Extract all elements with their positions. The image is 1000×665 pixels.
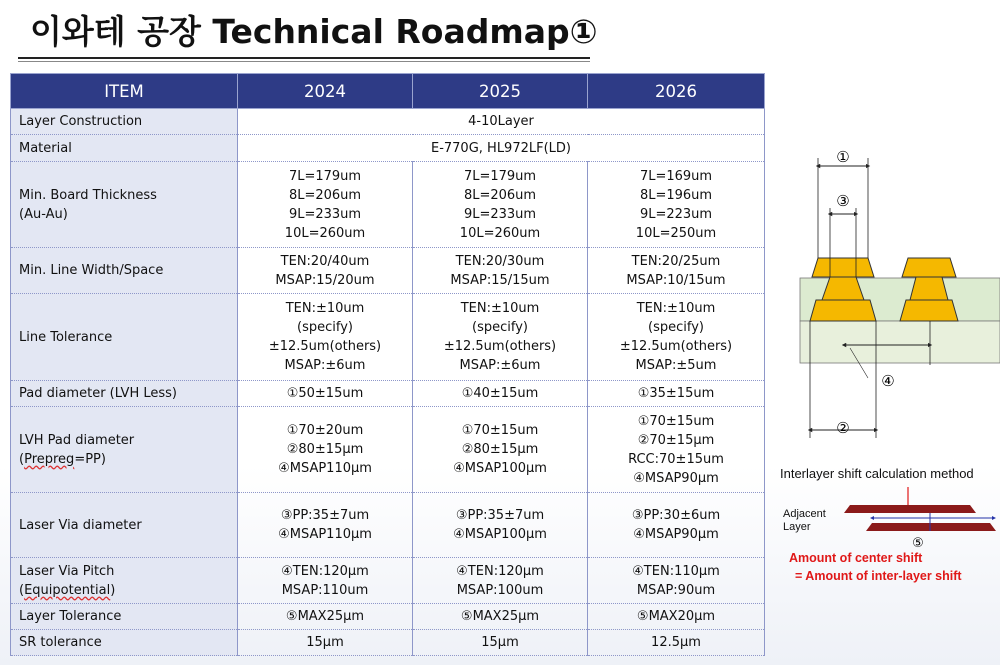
cell-2025: ⑤MAX25μm — [413, 604, 588, 630]
cell-2026: ①70±15um ②70±15μm RCC:70±15um ④MSAP90μm — [588, 407, 765, 493]
mid-pad-left — [810, 300, 876, 321]
lower-layer-bar — [866, 523, 996, 531]
mid-pad-right — [900, 300, 958, 321]
cell-2025: TEN:20/30um MSAP:15/15um — [413, 248, 588, 294]
cell-2026: TEN:20/25um MSAP:10/15um — [588, 248, 765, 294]
header-2025: 2025 — [413, 74, 588, 109]
cell-2024: ④TEN:120μm MSAP:110um — [238, 558, 413, 604]
cell-2024: ③PP:35±7um ④MSAP110μm — [238, 493, 413, 558]
header-2024: 2024 — [238, 74, 413, 109]
table-row — [11, 109, 765, 135]
spellcheck-word: Equipotential — [24, 582, 111, 598]
row-label-line1: Laser Via Pitch — [19, 563, 115, 579]
page-title: 이와테 공장 Technical Roadmap① — [30, 12, 598, 51]
cell-2024: TEN:20/40um MSAP:15/20um — [238, 248, 413, 294]
cell-2024: TEN:±10um (specify) ±12.5um(others) MSAP:±6um — [238, 294, 413, 381]
via-left — [822, 277, 864, 300]
adjacent-line2: Layer — [783, 521, 811, 533]
cell-2025: 7L=179um 8L=206um 9L=233um 10L=260um — [413, 162, 588, 248]
material-value: E-770G, HL972LF(LD) — [238, 135, 765, 162]
via-right — [910, 277, 948, 300]
cell-2026: 7L=169um 8L=196um 9L=223um 10L=250um — [588, 162, 765, 248]
row-label: Min. Line Width/Space — [11, 248, 238, 294]
table-header-row — [11, 74, 765, 109]
dim-label-1: ① — [836, 148, 850, 166]
row-label-line1: LVH Pad diameter — [19, 432, 135, 448]
top-pad-left — [812, 258, 874, 277]
row-label: Min. Board Thickness (Au-Au) — [11, 162, 238, 248]
via-cross-section-diagram — [772, 140, 1000, 460]
center-shift-text: Amount of center shift — [789, 551, 923, 565]
cell-2026: ⑤MAX20μm — [588, 604, 765, 630]
row-label: Material — [11, 135, 238, 162]
cell-2025: 15μm — [413, 630, 588, 656]
cell-2025: TEN:±10um (specify) ±12.5um(others) MSAP:±6um — [413, 294, 588, 381]
roadmap-table — [10, 73, 765, 656]
cell-2024: 15μm — [238, 630, 413, 656]
cell-2026: ③PP:30±6um ④MSAP90μm — [588, 493, 765, 558]
table-row — [11, 294, 765, 381]
table-row — [11, 162, 765, 248]
header-2026: 2026 — [588, 74, 765, 109]
row-label-line2-suffix: =PP) — [74, 451, 106, 467]
cell-2026: ④TEN:110μm MSAP:90um — [588, 558, 765, 604]
table-row — [11, 630, 765, 656]
cell-2026: TEN:±10um (specify) ±12.5um(others) MSAP:±5um — [588, 294, 765, 381]
header-item: ITEM — [11, 74, 238, 109]
row-label-line2-prefix: ( — [19, 582, 25, 598]
cell-2024: ①70±20um ②80±15μm ④MSAP110μm — [238, 407, 413, 493]
top-pad-right — [902, 258, 956, 277]
table-row — [11, 248, 765, 294]
adjacent-line1: Adjacent — [783, 508, 826, 520]
cell-2025: ①40±15um — [413, 381, 588, 407]
lower-dielectric-layer — [800, 321, 1000, 363]
cell-2025: ①70±15um ②80±15μm ④MSAP100μm — [413, 407, 588, 493]
cell-2024: ①50±15um — [238, 381, 413, 407]
table-row — [11, 604, 765, 630]
table-row — [11, 493, 765, 558]
table-row — [11, 381, 765, 407]
row-label — [11, 558, 238, 604]
title-underline-thin — [18, 61, 590, 62]
table-row — [11, 407, 765, 493]
row-label — [11, 407, 238, 493]
cell-2024: 7L=179um 8L=206um 9L=233um 10L=260um — [238, 162, 413, 248]
cell-2026: ①35±15um — [588, 381, 765, 407]
row-label: Layer Construction — [11, 109, 238, 135]
cell-2024: ⑤MAX25μm — [238, 604, 413, 630]
shift-method-heading: Interlayer shift calculation method — [780, 466, 974, 481]
row-label: Pad diameter (LVH Less) — [11, 381, 238, 407]
cell-2026: 12.5μm — [588, 630, 765, 656]
table-row — [11, 558, 765, 604]
layer-construction-value: 4-10Layer — [238, 109, 765, 135]
row-label: Laser Via diameter — [11, 493, 238, 558]
table-row — [11, 135, 765, 162]
row-label-line2-suffix: ) — [110, 582, 116, 598]
upper-layer-bar — [844, 505, 976, 513]
cell-2025: ③PP:35±7um ④MSAP100μm — [413, 493, 588, 558]
cell-2025: ④TEN:120μm MSAP:100um — [413, 558, 588, 604]
row-label: Layer Tolerance — [11, 604, 238, 630]
interlayer-shift-text: = Amount of inter-layer shift — [795, 569, 962, 583]
adjacent-layer-label — [783, 508, 826, 534]
title-underline — [18, 57, 590, 59]
shift-marker-5: ⑤ — [912, 536, 924, 551]
row-label: Line Tolerance — [11, 294, 238, 381]
dim-label-2: ② — [836, 419, 850, 437]
dim-label-4: ④ — [881, 372, 895, 390]
row-label: SR tolerance — [11, 630, 238, 656]
row-label-line2-prefix: ( — [19, 451, 25, 467]
spellcheck-word: Prepreg — [24, 451, 75, 467]
dim-label-3: ③ — [836, 192, 850, 210]
